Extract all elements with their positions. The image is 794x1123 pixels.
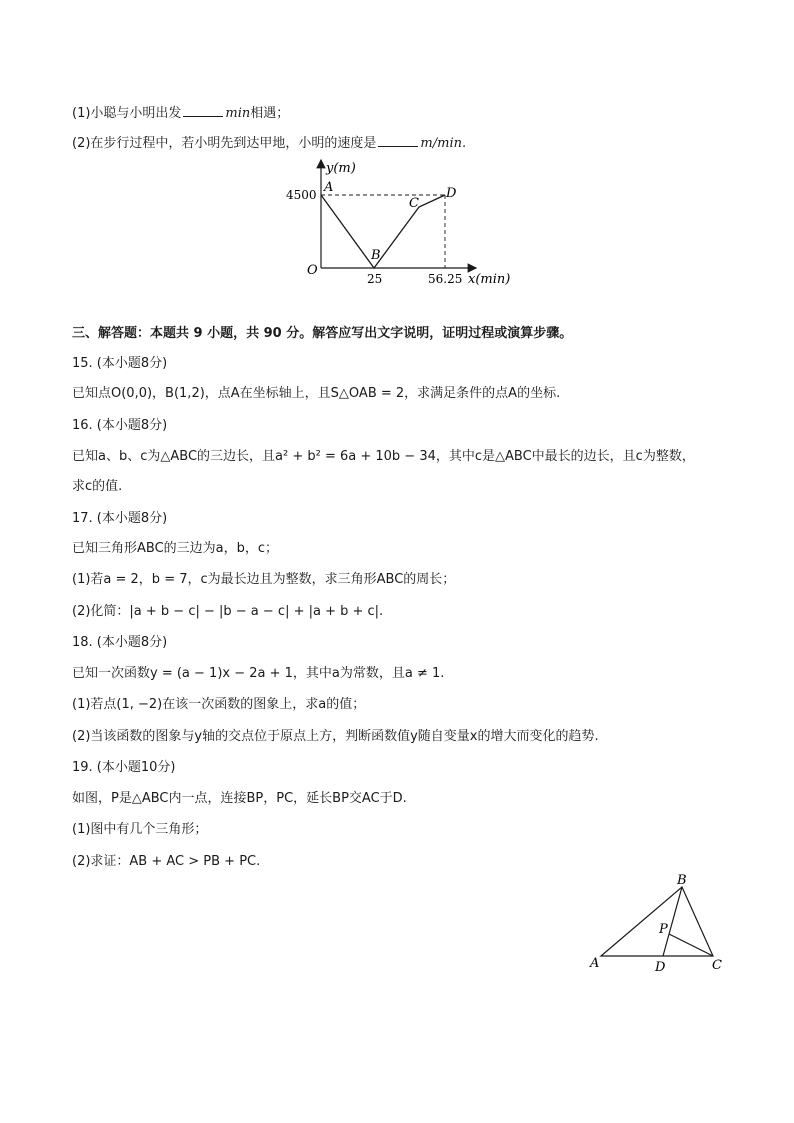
graph-line bbox=[321, 195, 445, 268]
x-tick-56: 56.25 bbox=[428, 272, 463, 286]
vertex-C-label: C bbox=[712, 958, 722, 973]
triangle-figure bbox=[585, 870, 735, 980]
q18-part2: (2)当该函数的图象与y轴的交点位于原点上方，判断函数值y随自变量x的增大而变化的趋势. bbox=[72, 729, 599, 744]
q14-part2-post: . bbox=[462, 136, 467, 151]
q16-text-line1: 已知a、b、c为△ABC的三边长，且a² + b² = 6a + 10b − 34，其中c是△ABC中最长的边长，且c为整数， bbox=[72, 449, 695, 464]
point-P-label: P bbox=[659, 922, 668, 937]
q16-header: 16. (本小题8分) bbox=[72, 418, 168, 433]
q14-part1-unit: min bbox=[225, 106, 251, 121]
q16-text-line2: 求c的值. bbox=[72, 479, 123, 494]
point-A-label: A bbox=[324, 180, 334, 195]
vertex-B-label: B bbox=[677, 873, 687, 888]
answer-blank bbox=[378, 134, 418, 147]
q14-part2-text: (2)在步行过程中，若小明先到达甲地，小明的速度是 bbox=[72, 136, 377, 151]
q14-part1-post: 相遇； bbox=[250, 106, 290, 121]
q17-header: 17. (本小题8分) bbox=[72, 511, 168, 526]
q15-text: 已知点O(0,0)，B(1,2)，点A在坐标轴上，且S△OAB = 2，求满足条件的点A的坐标. bbox=[72, 386, 561, 401]
point-D-label: D bbox=[655, 960, 666, 975]
segment-PC bbox=[669, 934, 713, 956]
q14-part1 bbox=[72, 104, 289, 123]
q14-part2-unit: m/min bbox=[420, 136, 462, 151]
q19-intro: 如图，P是△ABC内一点，连接BP，PC，延长BP交AC于D. bbox=[72, 791, 407, 806]
q18-intro: 已知一次函数y = (a − 1)x − 2a + 1，其中a为常数，且a ≠ 1. bbox=[72, 666, 445, 681]
q15-header: 15. (本小题8分) bbox=[72, 356, 168, 371]
y-tick-4500: 4500 bbox=[286, 188, 317, 202]
triangle-ABC bbox=[601, 887, 713, 956]
y-axis-label: y(m) bbox=[326, 161, 356, 176]
section-heading: 三、解答题：本题共 9 小题，共 90 分。解答应写出文字说明，证明过程或演算步骤。 bbox=[72, 326, 573, 341]
q19-part2: (2)求证：AB + AC > PB + PC. bbox=[72, 854, 261, 869]
point-C-label: C bbox=[409, 196, 419, 211]
x-tick-25: 25 bbox=[367, 272, 383, 286]
q17-intro: 已知三角形ABC的三边为a，b，c； bbox=[72, 541, 279, 556]
point-B-label: B bbox=[371, 248, 381, 263]
origin-label: O bbox=[307, 263, 318, 278]
x-axis-label: x(min) bbox=[468, 272, 511, 287]
q14-part1-text: (1)小聪与小明出发 bbox=[72, 106, 182, 121]
q17-part2: (2)化简：|a + b − c| − |b − a − c| + |a + b + c|. bbox=[72, 604, 384, 619]
q17-part1: (1)若a = 2，b = 7，c为最长边且为整数，求三角形ABC的周长； bbox=[72, 572, 456, 587]
q18-header: 18. (本小题8分) bbox=[72, 635, 168, 650]
distance-time-graph bbox=[286, 155, 520, 295]
answer-blank bbox=[183, 104, 223, 117]
q19-header: 19. (本小题10分) bbox=[72, 760, 176, 775]
point-D-label: D bbox=[446, 186, 457, 201]
q18-part1: (1)若点(1, −2)在该一次函数的图象上，求a的值； bbox=[72, 697, 366, 712]
vertex-A-label: A bbox=[590, 956, 600, 971]
q14-part2 bbox=[72, 134, 466, 153]
q19-part1: (1)图中有几个三角形； bbox=[72, 822, 208, 837]
